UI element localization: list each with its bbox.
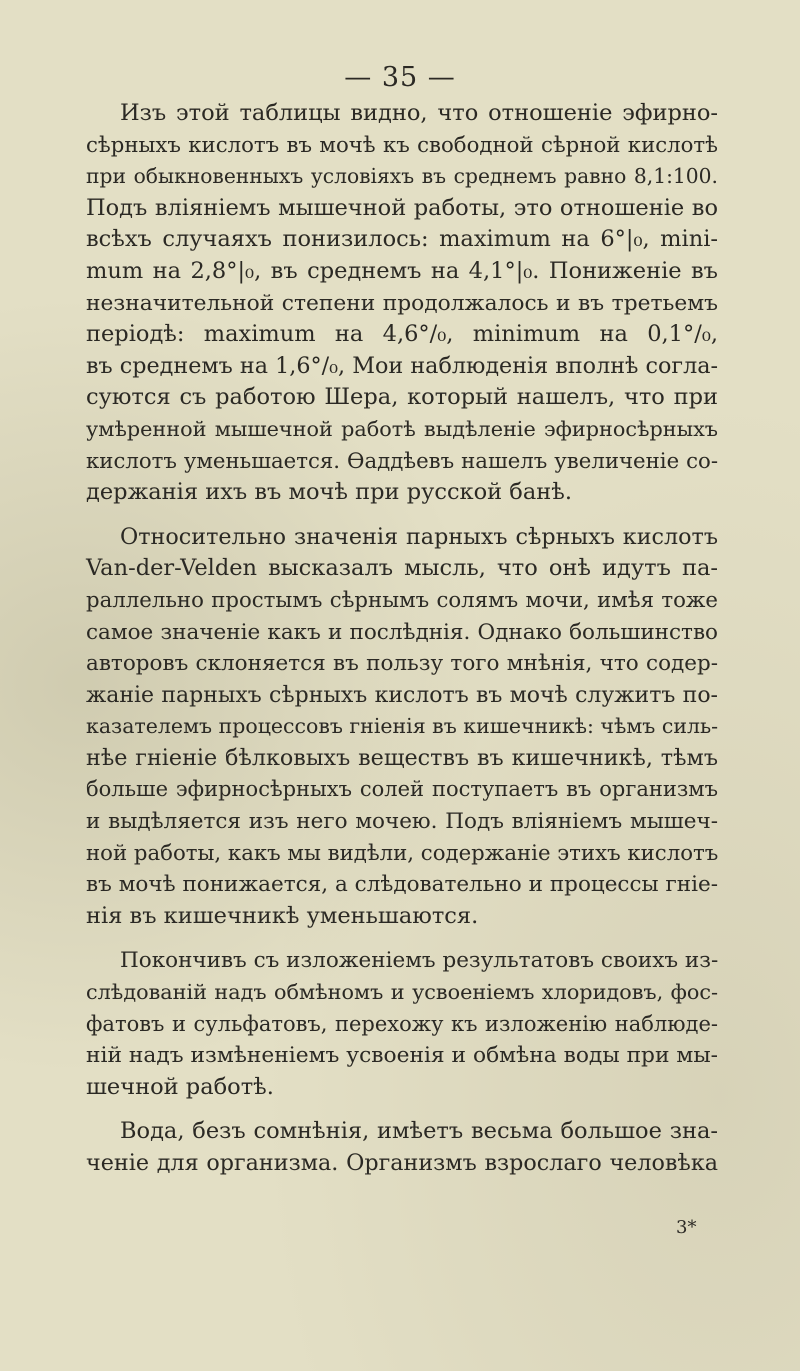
- text-line: ній надъ измѣненіемъ усвоенія и обмѣна воды при мы-: [86, 1043, 718, 1069]
- paragraph-3: [86, 945, 718, 1103]
- text-line: Относительно значенія парныхъ сѣрныхъ кислотъ: [120, 523, 718, 550]
- text-line: раллельно простымъ сѣрнымъ солямъ мочи, имѣя тоже: [86, 587, 718, 613]
- text-line: жаніе парныхъ сѣрныхъ кислотъ въ мочѣ служитъ по-: [86, 682, 718, 708]
- text-line: кислотъ уменьшается. Ѳаддѣевъ нашелъ увеличеніе со-: [86, 448, 718, 474]
- text-line: самое значеніе какъ и послѣднія. Однако большинство: [86, 619, 718, 645]
- text-line: держанія ихъ въ мочѣ при русской банѣ.: [86, 479, 572, 506]
- text-line: ной работы, какъ мы видѣли, содержаніе этихъ кислотъ: [86, 840, 719, 866]
- text-line: незначительной степени продолжалось и въ третьемъ: [86, 290, 718, 316]
- text-line: суются съ работою Шера, который нашелъ, что при: [86, 384, 718, 411]
- text-line: Van-der-Velden высказалъ мысль, что онѣ идутъ па-: [86, 555, 718, 582]
- text-line: сѣрныхъ кислотъ въ мочѣ къ свободной сѣрной кислотѣ: [86, 132, 718, 158]
- paragraph-4: [86, 1116, 718, 1179]
- printer-signature-mark: 3*: [676, 1217, 697, 1238]
- text-line: Покончивъ съ изложеніемъ результатовъ своихъ из-: [120, 948, 719, 974]
- text-line: фатовъ и сульфатовъ, перехожу къ изложенію наблюде-: [86, 1011, 718, 1036]
- text-line: шечной работѣ.: [86, 1073, 274, 1100]
- text-line: при обыкновенныхъ условіяхъ въ среднемъ равно 8,1:100.: [86, 164, 718, 189]
- text-line: слѣдованій надъ обмѣномъ и усвоеніемъ хлоридовъ, фос-: [86, 980, 718, 1005]
- text-line: Вода, безъ сомнѣнія, имѣетъ весьма большое зна-: [120, 1118, 718, 1145]
- text-line: въ мочѣ понижается, а слѣдовательно и процессы гніе-: [86, 872, 718, 898]
- text-line: умѣренной мышечной работѣ выдѣленіе эфирносѣрныхъ: [86, 416, 718, 441]
- text-line: всѣхъ случаяхъ понизилось: maximum на 6°|₀, mini-: [86, 226, 718, 253]
- text-line: нія въ кишечникѣ уменьшаются.: [86, 902, 479, 929]
- text-line: Изъ этой таблицы видно, что отношеніе эфирно-: [120, 100, 718, 126]
- text-line: казателемъ процессовъ гніенія въ кишечникѣ: чѣмъ силь-: [86, 714, 719, 739]
- text-line: періодѣ: maximum на 4,6°/₀, minimum на 0,1°/₀,: [86, 321, 718, 348]
- paragraph-2: [86, 522, 718, 933]
- page-number: — 35 —: [344, 62, 456, 93]
- body-text: [86, 98, 718, 1180]
- text-line: Подъ вліяніемъ мышечной работы, это отношеніе во: [86, 194, 718, 221]
- paragraph-1: [86, 98, 718, 509]
- text-line: авторовъ склоняется въ пользу того мнѣнія, что содер-: [86, 651, 718, 677]
- text-line: ченіе для организма. Организмъ взрослаго человѣка: [86, 1150, 718, 1176]
- text-line: нѣе гніеніе бѣлковыхъ веществъ въ кишечникѣ, тѣмъ: [86, 744, 718, 771]
- text-line: mum на 2,8°|₀, въ среднемъ на 4,1°|₀. Пониженіе въ: [86, 257, 718, 284]
- text-line: и выдѣляется изъ него мочею. Подъ вліяніемъ мышеч-: [86, 809, 718, 835]
- text-line: въ среднемъ на 1,6°/₀, Мои наблюденія вполнѣ согла-: [86, 352, 718, 379]
- text-line: больше эфирносѣрныхъ солей поступаетъ въ организмъ: [86, 777, 718, 802]
